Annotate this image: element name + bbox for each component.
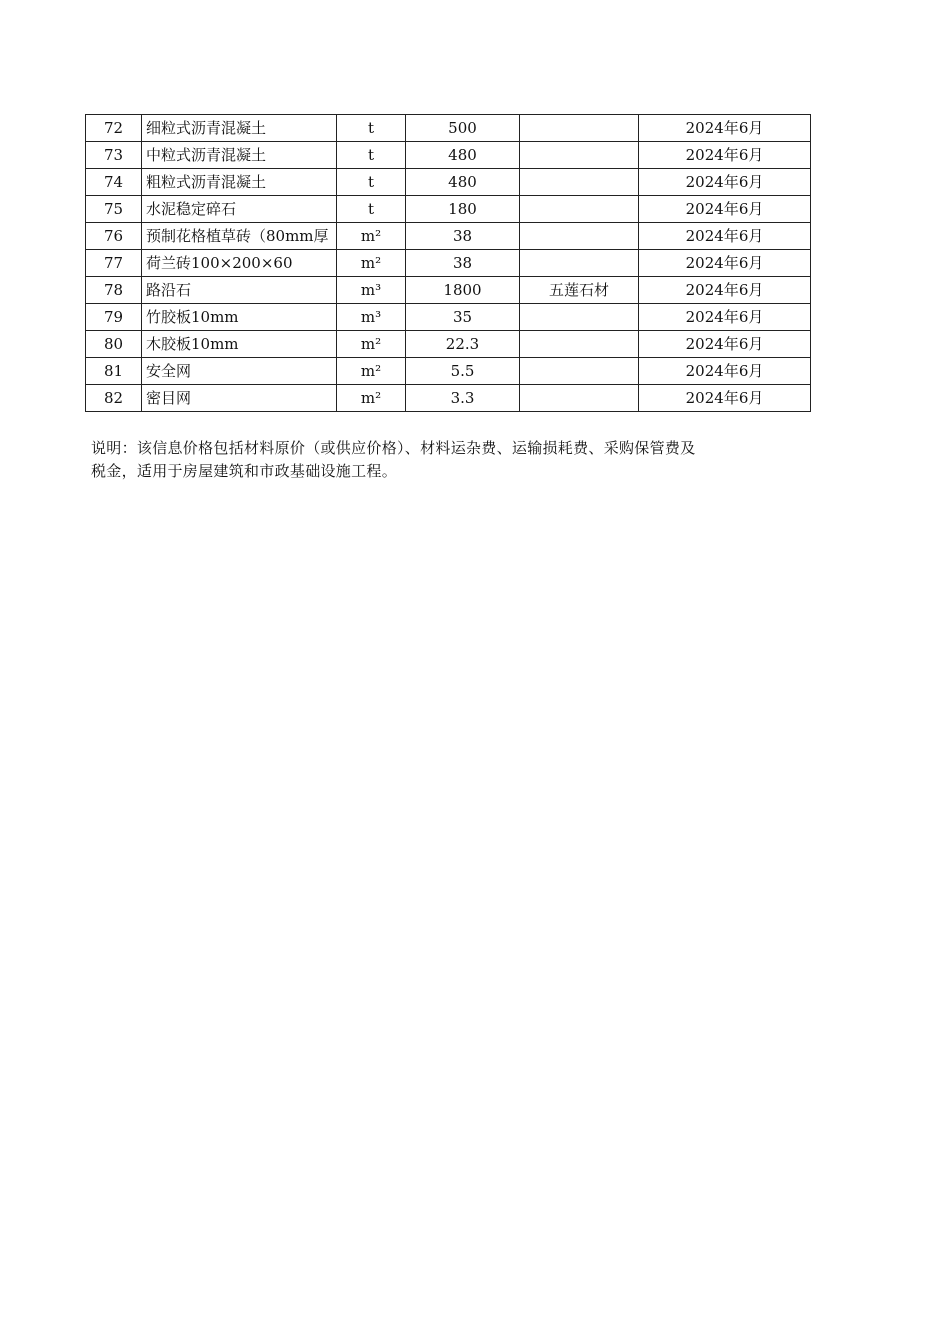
price: 480 — [406, 169, 520, 196]
price: 5.5 — [406, 358, 520, 385]
row-number: 72 — [86, 115, 142, 142]
table-row — [86, 142, 811, 169]
price: 500 — [406, 115, 520, 142]
price-table — [85, 114, 811, 412]
table-row — [86, 115, 811, 142]
table-row — [86, 331, 811, 358]
footnote — [91, 437, 803, 483]
supplier-note — [520, 223, 639, 250]
material-name: 预制花格植草砖（80mm厚 — [142, 223, 337, 250]
material-name: 安全网 — [142, 358, 337, 385]
date: 2024年6月 — [639, 115, 811, 142]
row-number: 76 — [86, 223, 142, 250]
material-name: 细粒式沥青混凝土 — [142, 115, 337, 142]
date: 2024年6月 — [639, 196, 811, 223]
price: 38 — [406, 250, 520, 277]
unit: m³ — [337, 277, 406, 304]
row-number: 80 — [86, 331, 142, 358]
supplier-note — [520, 196, 639, 223]
material-name: 竹胶板10mm — [142, 304, 337, 331]
table-row — [86, 304, 811, 331]
row-number: 75 — [86, 196, 142, 223]
supplier-note — [520, 331, 639, 358]
supplier-note — [520, 385, 639, 412]
price: 38 — [406, 223, 520, 250]
price: 22.3 — [406, 331, 520, 358]
row-number: 73 — [86, 142, 142, 169]
date: 2024年6月 — [639, 331, 811, 358]
unit: m² — [337, 223, 406, 250]
table-row — [86, 223, 811, 250]
unit: m² — [337, 250, 406, 277]
date: 2024年6月 — [639, 223, 811, 250]
unit: m³ — [337, 304, 406, 331]
table-row — [86, 358, 811, 385]
date: 2024年6月 — [639, 169, 811, 196]
date: 2024年6月 — [639, 304, 811, 331]
supplier-note — [520, 250, 639, 277]
material-name: 中粒式沥青混凝土 — [142, 142, 337, 169]
supplier-note: 五莲石材 — [520, 277, 639, 304]
table-row — [86, 277, 811, 304]
price: 180 — [406, 196, 520, 223]
unit: t — [337, 142, 406, 169]
date: 2024年6月 — [639, 277, 811, 304]
material-name: 荷兰砖100×200×60 — [142, 250, 337, 277]
row-number: 77 — [86, 250, 142, 277]
supplier-note — [520, 304, 639, 331]
date: 2024年6月 — [639, 385, 811, 412]
price: 1800 — [406, 277, 520, 304]
material-name: 粗粒式沥青混凝土 — [142, 169, 337, 196]
price: 480 — [406, 142, 520, 169]
unit: t — [337, 196, 406, 223]
supplier-note — [520, 142, 639, 169]
table-body — [86, 115, 811, 412]
material-name: 路沿石 — [142, 277, 337, 304]
material-name: 木胶板10mm — [142, 331, 337, 358]
row-number: 74 — [86, 169, 142, 196]
footnote-line: 说明：该信息价格包括材料原价（或供应价格）、材料运杂费、运输损耗费、采购保管费及 — [91, 439, 696, 457]
supplier-note — [520, 169, 639, 196]
material-name: 水泥稳定碎石 — [142, 196, 337, 223]
unit: m² — [337, 385, 406, 412]
date: 2024年6月 — [639, 142, 811, 169]
table-row — [86, 250, 811, 277]
row-number: 79 — [86, 304, 142, 331]
date: 2024年6月 — [639, 250, 811, 277]
price: 35 — [406, 304, 520, 331]
supplier-note — [520, 358, 639, 385]
table-row — [86, 169, 811, 196]
table-row — [86, 196, 811, 223]
material-name: 密目网 — [142, 385, 337, 412]
unit: m² — [337, 331, 406, 358]
row-number: 82 — [86, 385, 142, 412]
row-number: 78 — [86, 277, 142, 304]
unit: m² — [337, 358, 406, 385]
unit: t — [337, 115, 406, 142]
price: 3.3 — [406, 385, 520, 412]
supplier-note — [520, 115, 639, 142]
footnote-line: 税金，适用于房屋建筑和市政基础设施工程。 — [91, 462, 398, 480]
unit: t — [337, 169, 406, 196]
table-row — [86, 385, 811, 412]
date: 2024年6月 — [639, 358, 811, 385]
row-number: 81 — [86, 358, 142, 385]
